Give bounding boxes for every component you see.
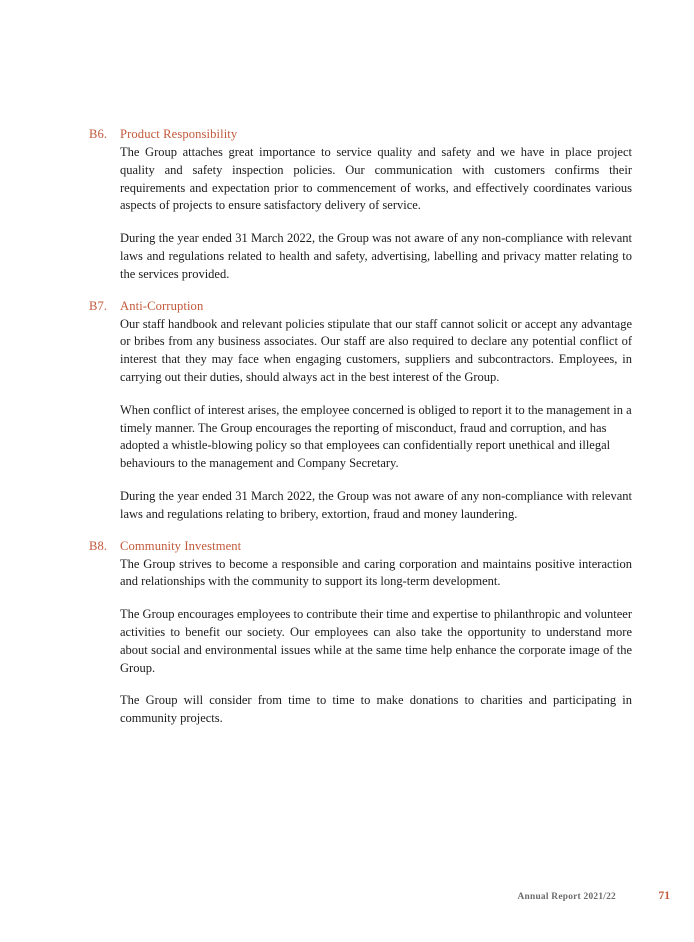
paragraph: The Group attaches great importance to service quality and safety and we have in place project quality and safety inspection policies. Our communication with customers confirms their requirements and expectation prior to commencement of works, and effectively coordinates various aspects of projects to ensure satisfactory delivery of service. xyxy=(120,145,632,213)
page-footer xyxy=(0,890,694,910)
section-b7 xyxy=(89,298,632,524)
footer-report-label: Annual Report 2021/22 xyxy=(517,892,616,902)
section-b8-heading xyxy=(89,538,632,555)
section-b7-body xyxy=(120,316,632,524)
section-b7-number: B7. xyxy=(89,298,108,313)
section-b8-body xyxy=(120,556,632,728)
section-b8 xyxy=(89,538,632,728)
paragraph: During the year ended 31 March 2022, the Group was not aware of any non-compliance with relevant laws and regulations relating to bribery, extortion, fraud and money laundering. xyxy=(120,488,632,521)
paragraph: Our staff handbook and relevant policies stipulate that our staff cannot solicit or accept any advantage or bribes from any business associates. Our staff are also required to declare any potential conflict of interest that they may face when engaging customers, suppliers and subcontractors. Employees, in carrying out their duties, should always act in the best interest of the Group. xyxy=(120,316,632,384)
paragraph: The Group will consider from time to time to make donations to charities and participating in community projects. xyxy=(120,693,632,726)
section-b7-title: Anti-Corruption xyxy=(120,298,204,313)
section-b8-title: Community Investment xyxy=(120,538,242,553)
paragraph: The Group encourages employees to contribute their time and expertise to philanthropic and volunteer activities to benefit our society. Our employees can also take the opportunity to understand more about social and environmental issues while at the same time help enhance the corporate image of the Group. xyxy=(120,607,632,675)
paragraph: The Group strives to become a responsible and caring corporation and maintains positive interaction and relationships with the community to support its long-term development. xyxy=(120,556,632,589)
section-b6-title: Product Responsibility xyxy=(120,127,238,141)
section-b6-heading xyxy=(89,126,632,143)
section-b6-body xyxy=(120,144,632,284)
section-b8-number: B8. xyxy=(89,538,108,553)
footer-page-number: 71 xyxy=(658,890,670,902)
paragraph: When conflict of interest arises, the employee concerned is obliged to report it to the management in a timely manner. The Group encourages the reporting of misconduct, fraud and corruption, and has adopted a whistle-blowing policy so that employees can confidentially report unethical and illegal behaviours to the management and Company Secretary. xyxy=(120,402,632,471)
page-content xyxy=(89,126,632,728)
section-b6 xyxy=(89,126,632,284)
section-b7-heading xyxy=(89,298,632,315)
paragraph: During the year ended 31 March 2022, the Group was not aware of any non-compliance with relevant laws and regulations related to health and safety, advertising, labelling and privacy matter relating to the services provided. xyxy=(120,231,632,281)
section-b6-number: B6. xyxy=(89,127,108,141)
